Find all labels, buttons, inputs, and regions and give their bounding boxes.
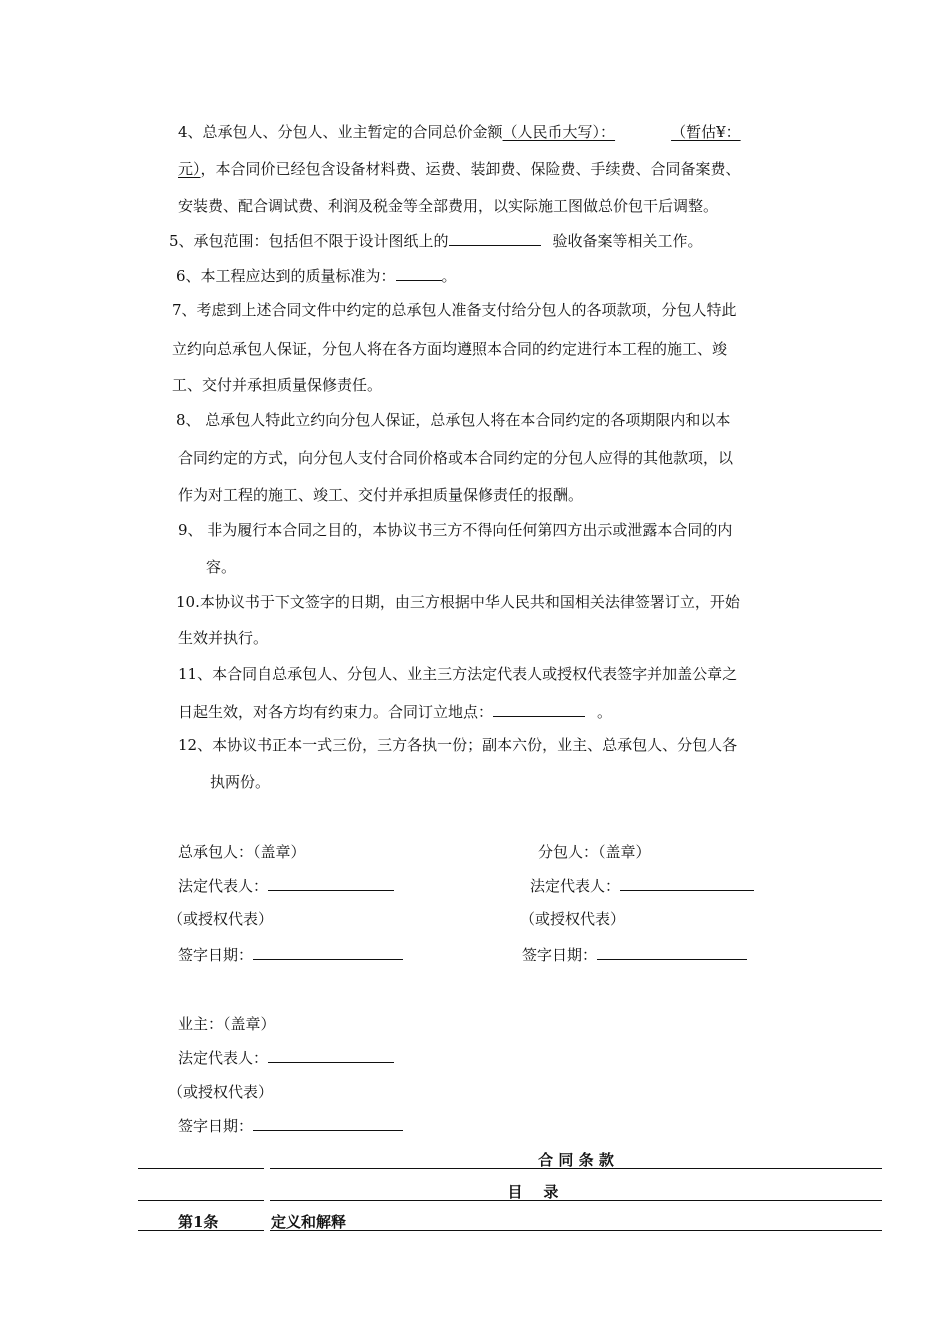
divider-left-1 [138, 1168, 264, 1169]
clause-6: 6、本工程应达到的质量标准为： 。 [176, 267, 457, 285]
clause-4-text: 4、总承包人、分包人、业主暂定的合同总价金额 [178, 123, 503, 141]
scope-blank [449, 231, 541, 246]
owner-legal-rep-blank [268, 1048, 394, 1063]
owner-authorized-label: （或授权代表） [168, 1083, 274, 1101]
clause-8-line-1: 8、 总承包人特此立约向分包人保证，总承包人将在本合同约定的各项期限内和以本 [176, 411, 731, 429]
gc-legal-rep-blank [268, 876, 394, 891]
clause-7-line-2: 立约向总承包人保证，分包人将在各方面均遵照本合同的约定进行本工程的施工、竣 [172, 340, 728, 358]
owner-seal-label: 业主：（盖章） [178, 1015, 276, 1033]
contents-heading: 目 录 [507, 1183, 559, 1201]
clause-9-line-2: 容。 [206, 558, 237, 576]
clause-4-line-1 [178, 122, 741, 142]
clause-10-line-2: 生效并执行。 [178, 629, 269, 647]
quality-standard-blank [396, 266, 442, 281]
owner-sign-date-blank [253, 1116, 403, 1131]
clause-4-line-2: 元），本合同价已经包含设备材料费、运费、装卸费、保险费、手续费、合同备案费、 [178, 160, 741, 178]
gc-sign-date: 签字日期： [178, 945, 403, 965]
gc-seal-label: 总承包人：（盖章） [178, 843, 306, 861]
clause-11-line-2: 日起生效，对各方均有约束力。合同订立地点： 。 [178, 703, 613, 721]
clause-12-line-1: 12、本协议书正本一式三份，三方各执一份；副本六份，业主、总承包人、分包人各 [178, 736, 738, 754]
clause-9-line-1: 9、 非为履行本合同之目的，本协议书三方不得向任何第四方出示或泄露本合同的内 [178, 521, 733, 539]
sub-legal-rep: 法定代表人： [530, 876, 754, 896]
amount-unit: 元） [178, 160, 201, 178]
divider-right-1 [270, 1168, 882, 1169]
gc-sign-date-blank [253, 945, 403, 960]
sub-sign-date-blank [597, 945, 747, 960]
signing-place-blank [493, 702, 585, 717]
gc-legal-rep: 法定代表人： [178, 876, 394, 896]
clause-12-line-2: 执两份。 [210, 773, 271, 791]
divider-left-2 [138, 1200, 264, 1201]
toc-article-1-number: 第1条 [178, 1213, 219, 1231]
sub-sign-date: 签字日期： [522, 945, 747, 965]
divider-left-3 [138, 1230, 264, 1231]
clause-5: 5、承包范围：包括但不限于设计图纸上的 验收备案等相关工作。 [169, 232, 703, 250]
divider-right-2 [270, 1200, 882, 1201]
clause-4-line-3: 安装费、配合调试费、利润及税金等全部费用，以实际施工图做总价包干后调整。 [178, 197, 719, 215]
clause-7-line-3: 工、交付并承担质量保修责任。 [172, 376, 383, 394]
contract-terms-heading: 合 同 条 款 [538, 1151, 614, 1169]
clause-10-line-1: 10.本协议书于下文签字的日期，由三方根据中华人民共和国相关法律签署订立，开始 [176, 593, 740, 611]
sub-legal-rep-blank [620, 876, 754, 891]
owner-legal-rep: 法定代表人： [178, 1048, 394, 1068]
clause-8-line-2: 合同约定的方式，向分包人支付合同价格或本合同约定的分包人应得的其他款项，以 [178, 449, 734, 467]
contract-amount-field: （人民币大写）： （暂估¥： [502, 123, 741, 141]
sub-seal-label: 分包人：（盖章） [538, 843, 651, 861]
gc-authorized-label: （或授权代表） [168, 910, 274, 928]
sub-authorized-label: （或授权代表） [520, 910, 626, 928]
divider-right-3 [270, 1230, 882, 1231]
clause-7-line-1: 7、考虑到上述合同文件中约定的总承包人准备支付给分包人的各项款项，分包人特此 [172, 301, 737, 319]
toc-article-1-title[interactable]: 定义和解释 [271, 1213, 347, 1231]
owner-sign-date: 签字日期： [178, 1116, 403, 1136]
clause-11-line-1: 11、本合同自总承包人、分包人、业主三方法定代表人或授权代表签字并加盖公章之 [178, 665, 738, 683]
clause-8-line-3: 作为对工程的施工、竣工、交付并承担质量保修责任的报酬。 [178, 486, 584, 504]
